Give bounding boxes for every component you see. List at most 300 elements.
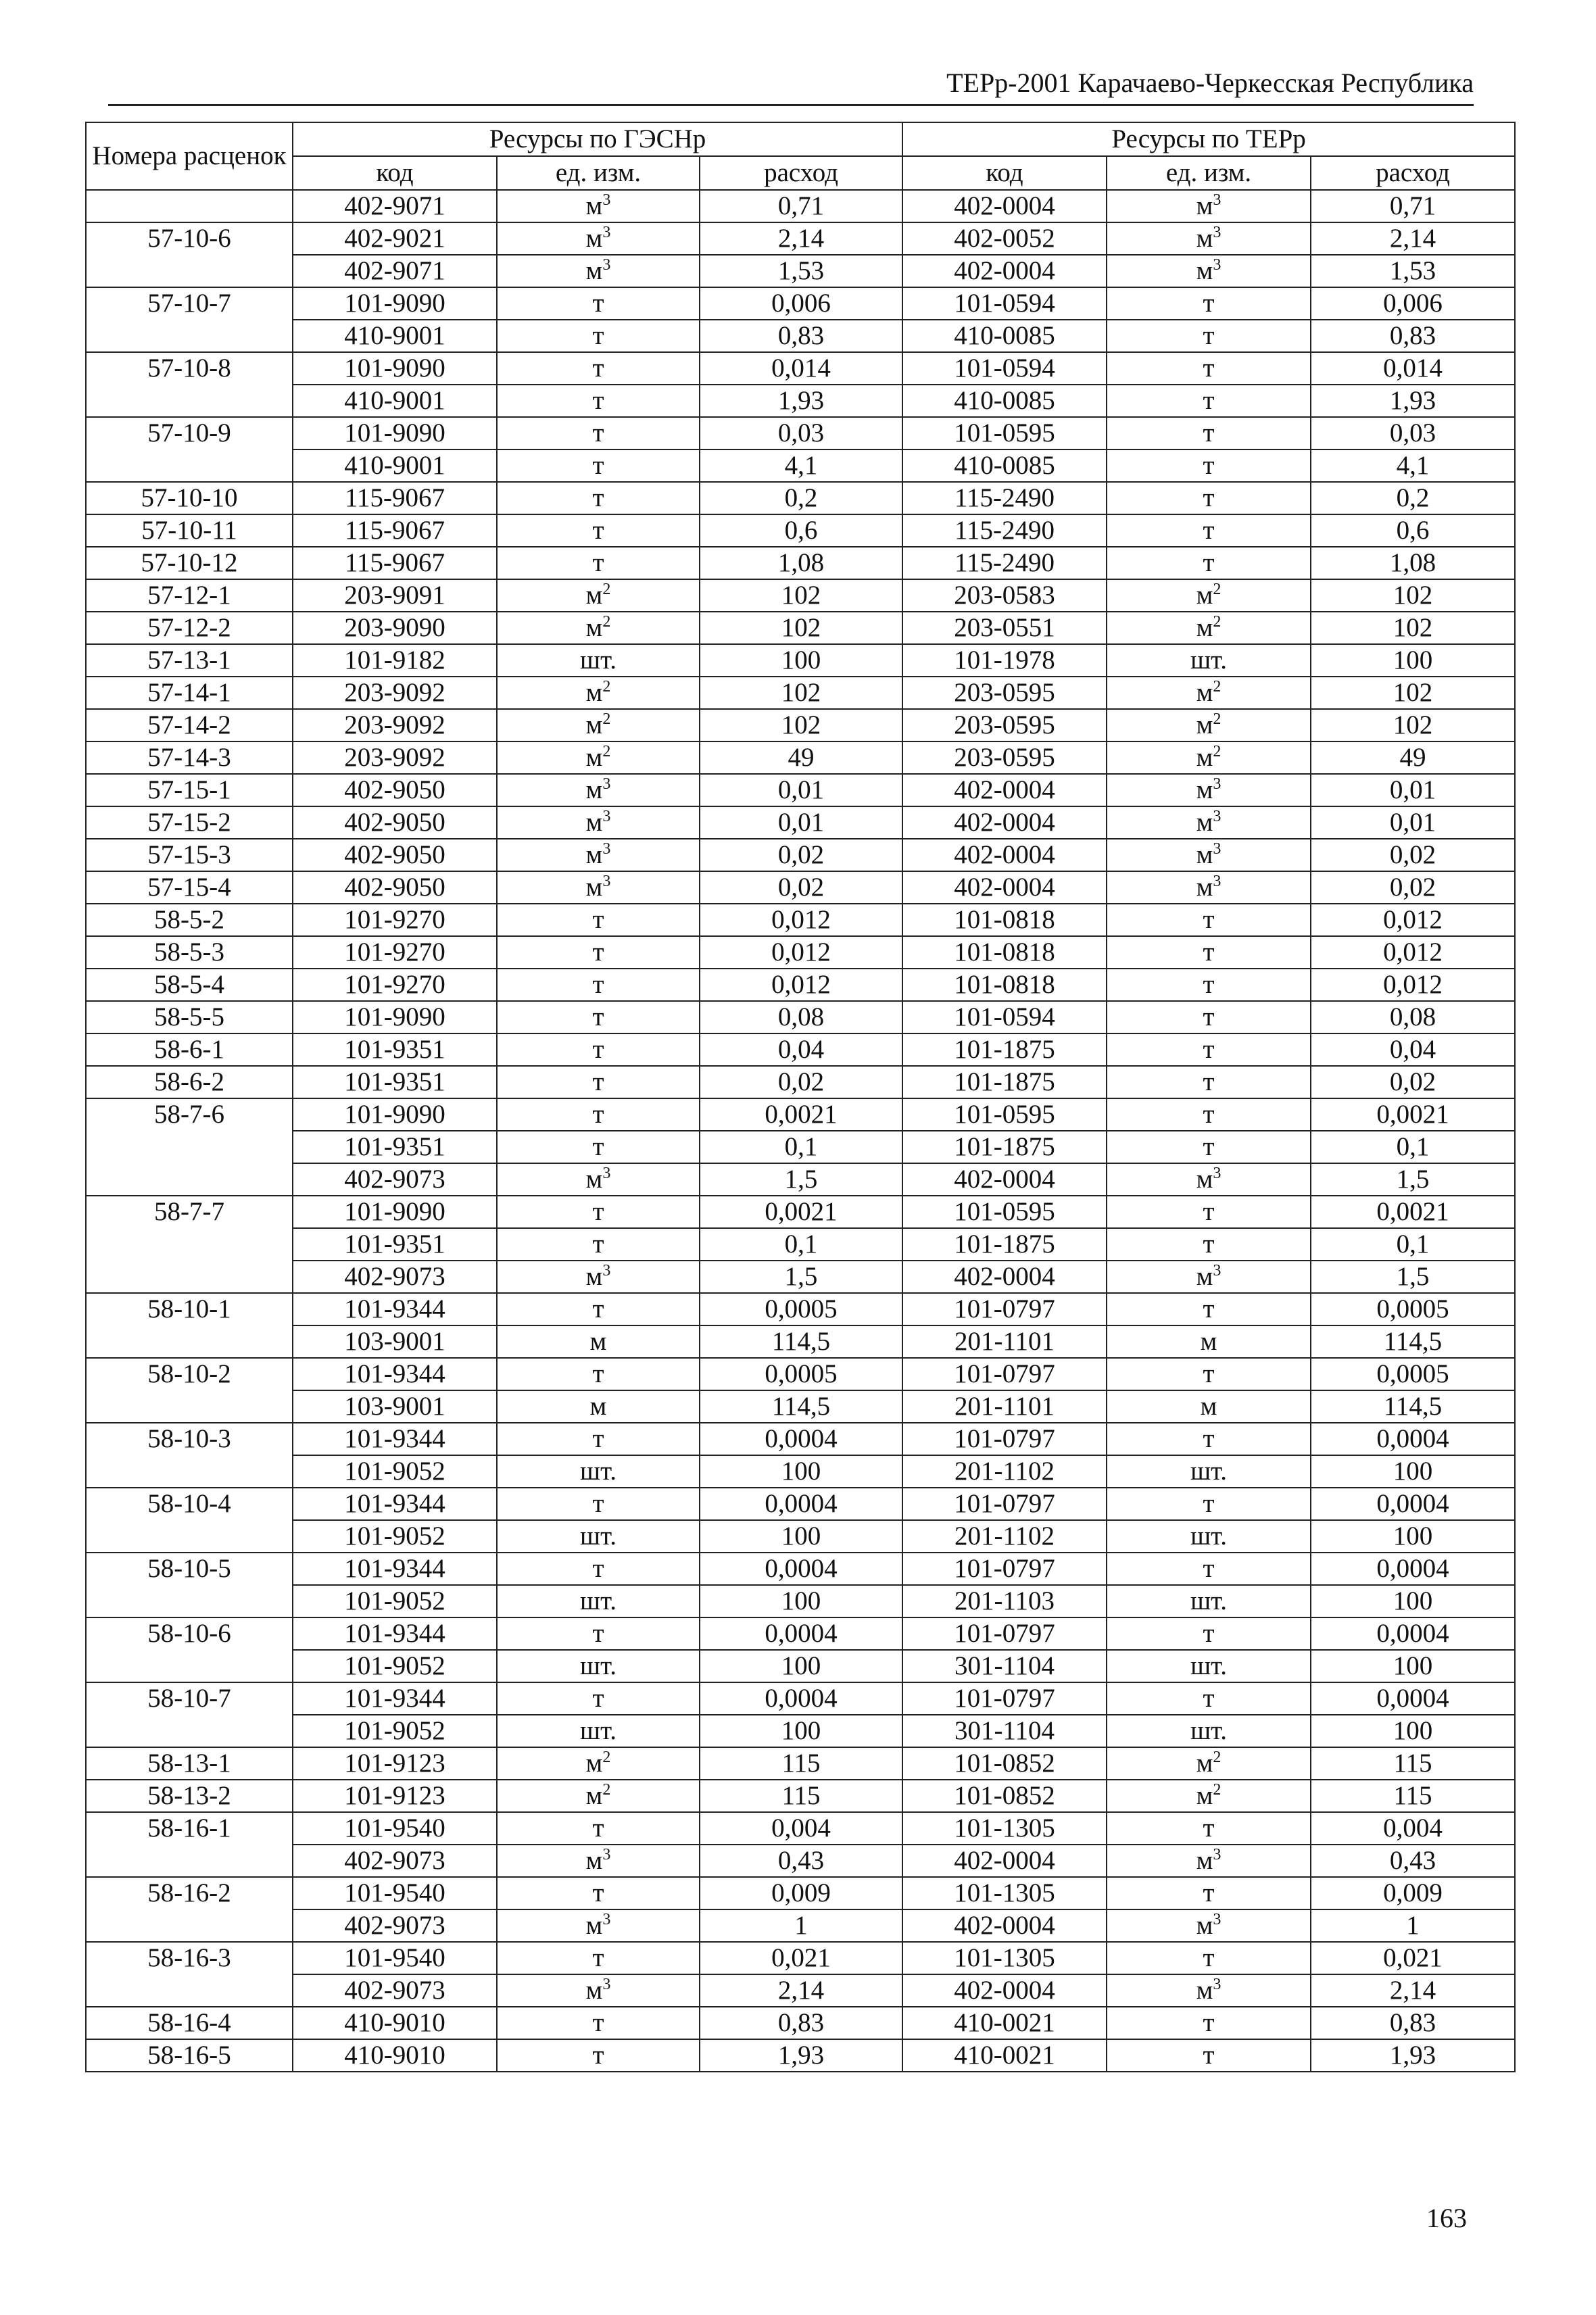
table-row <box>86 1033 1515 1066</box>
gesn-code-cell: 410-9001 <box>293 385 497 417</box>
ter-consumption-cell: 115 <box>1311 1780 1515 1812</box>
gesn-consumption-cell: 1,93 <box>700 385 902 417</box>
ter-consumption-cell: 114,5 <box>1311 1390 1515 1423</box>
gesn-unit-cell: шт. <box>497 1650 700 1682</box>
ter-unit-cell: $м^2$ <box>1107 579 1311 612</box>
gesn-code-cell: 101-9052 <box>293 1455 497 1488</box>
gesn-unit-cell: т <box>497 2039 700 2072</box>
gesn-code-cell: 402-9073 <box>293 1974 497 2007</box>
gesn-unit-cell: т <box>497 547 700 579</box>
rate-number-cell: 57-14-2 <box>86 709 293 741</box>
ter-code-cell: 402-0004 <box>902 806 1107 839</box>
ter-unit-cell: т <box>1107 1617 1311 1650</box>
gesn-code-cell: 101-9270 <box>293 936 497 969</box>
ter-code-cell: 101-0852 <box>902 1747 1107 1780</box>
ter-consumption-cell: 1,53 <box>1311 255 1515 287</box>
col-ter-unit: ед. изм. <box>1107 156 1311 190</box>
table-row <box>86 222 1515 255</box>
rate-number-cell: 57-10-11 <box>86 514 293 547</box>
gesn-consumption-cell: 0,0004 <box>700 1553 902 1585</box>
ter-code-cell: 410-0021 <box>902 2007 1107 2039</box>
gesn-unit-cell: т <box>497 417 700 449</box>
gesn-code-cell: 101-9351 <box>293 1033 497 1066</box>
gesn-code-cell: 103-9001 <box>293 1390 497 1423</box>
rate-number-cell: 57-12-2 <box>86 612 293 644</box>
ter-unit-cell: м <box>1107 1390 1311 1423</box>
ter-consumption-cell: 0,0021 <box>1311 1098 1515 1131</box>
ter-consumption-cell: 1,93 <box>1311 2039 1515 2072</box>
ter-code-cell: 402-0004 <box>902 1163 1107 1196</box>
gesn-code-cell: 402-9073 <box>293 1845 497 1877</box>
ter-unit-cell: шт. <box>1107 1585 1311 1617</box>
gesn-unit-cell: т <box>497 449 700 482</box>
table-row <box>86 1682 1515 1715</box>
gesn-code-cell: 402-9050 <box>293 871 497 904</box>
gesn-code-cell: 101-9090 <box>293 352 497 385</box>
ter-code-cell: 101-1305 <box>902 1812 1107 1845</box>
table-row <box>86 1001 1515 1033</box>
ter-unit-cell: т <box>1107 1033 1311 1066</box>
ter-consumption-cell: 0,014 <box>1311 352 1515 385</box>
gesn-consumption-cell: 4,1 <box>700 449 902 482</box>
rate-number-cell: 57-10-10 <box>86 482 293 514</box>
gesn-consumption-cell: 1,08 <box>700 547 902 579</box>
gesn-code-cell: 402-9021 <box>293 222 497 255</box>
gesn-consumption-cell: 0,04 <box>700 1033 902 1066</box>
ter-consumption-cell: 0,83 <box>1311 320 1515 352</box>
ter-unit-cell: т <box>1107 449 1311 482</box>
table-row <box>86 1909 1515 1942</box>
gesn-code-cell: 402-9073 <box>293 1909 497 1942</box>
ter-consumption-cell: 0,021 <box>1311 1942 1515 1974</box>
ter-consumption-cell: 100 <box>1311 1585 1515 1617</box>
ter-unit-cell: т <box>1107 1228 1311 1261</box>
table-row <box>86 385 1515 417</box>
gesn-consumption-cell: 0,004 <box>700 1812 902 1845</box>
ter-code-cell: 402-0004 <box>902 839 1107 871</box>
ter-code-cell: 410-0085 <box>902 449 1107 482</box>
gesn-code-cell: 410-9001 <box>293 449 497 482</box>
rate-number-cell: 58-5-4 <box>86 969 293 1001</box>
ter-code-cell: 101-1978 <box>902 644 1107 677</box>
ter-consumption-cell: 0,004 <box>1311 1812 1515 1845</box>
ter-unit-cell: $м^3$ <box>1107 1163 1311 1196</box>
ter-unit-cell: $м^3$ <box>1107 255 1311 287</box>
gesn-code-cell: 101-9540 <box>293 1877 497 1909</box>
gesn-consumption-cell: 100 <box>700 1585 902 1617</box>
gesn-consumption-cell: 114,5 <box>700 1325 902 1358</box>
gesn-unit-cell: т <box>497 1131 700 1163</box>
table-row <box>86 1715 1515 1747</box>
ter-unit-cell: т <box>1107 2007 1311 2039</box>
gesn-consumption-cell: 102 <box>700 677 902 709</box>
gesn-consumption-cell: 0,1 <box>700 1131 902 1163</box>
table-row <box>86 1390 1515 1423</box>
gesn-code-cell: 203-9092 <box>293 709 497 741</box>
rate-number-cell: 58-10-3 <box>86 1423 293 1488</box>
ter-consumption-cell: 102 <box>1311 677 1515 709</box>
gesn-code-cell: 402-9050 <box>293 806 497 839</box>
table-row <box>86 644 1515 677</box>
gesn-unit-cell: $м^2$ <box>497 1780 700 1812</box>
gesn-unit-cell: $м^3$ <box>497 1845 700 1877</box>
gesn-consumption-cell: 102 <box>700 709 902 741</box>
gesn-unit-cell: шт. <box>497 1520 700 1553</box>
ter-unit-cell: т <box>1107 547 1311 579</box>
gesn-code-cell: 203-9090 <box>293 612 497 644</box>
gesn-unit-cell: шт. <box>497 644 700 677</box>
gesn-consumption-cell: 0,03 <box>700 417 902 449</box>
ter-unit-cell: т <box>1107 1877 1311 1909</box>
gesn-code-cell: 115-9067 <box>293 482 497 514</box>
gesn-consumption-cell: 0,0005 <box>700 1293 902 1325</box>
rate-number-cell: 58-16-2 <box>86 1877 293 1942</box>
ter-unit-cell: $м^2$ <box>1107 741 1311 774</box>
table-row <box>86 1423 1515 1455</box>
gesn-consumption-cell: 0,02 <box>700 871 902 904</box>
ter-consumption-cell: 0,012 <box>1311 969 1515 1001</box>
ter-consumption-cell: 0,0005 <box>1311 1358 1515 1390</box>
table-row <box>86 1455 1515 1488</box>
ter-code-cell: 101-0595 <box>902 417 1107 449</box>
ter-consumption-cell: 0,08 <box>1311 1001 1515 1033</box>
gesn-code-cell: 101-9540 <box>293 1812 497 1845</box>
ter-unit-cell: шт. <box>1107 644 1311 677</box>
table-row <box>86 352 1515 385</box>
rate-number-cell: 58-10-7 <box>86 1682 293 1747</box>
ter-consumption-cell: 102 <box>1311 579 1515 612</box>
gesn-consumption-cell: 0,009 <box>700 1877 902 1909</box>
ter-unit-cell: т <box>1107 1488 1311 1520</box>
ter-consumption-cell: 0,02 <box>1311 1066 1515 1098</box>
table-row <box>86 1780 1515 1812</box>
ter-consumption-cell: 100 <box>1311 1650 1515 1682</box>
ter-code-cell: 203-0551 <box>902 612 1107 644</box>
gesn-code-cell: 203-9091 <box>293 579 497 612</box>
ter-consumption-cell: 0,0004 <box>1311 1423 1515 1455</box>
gesn-consumption-cell: 0,01 <box>700 774 902 806</box>
ter-code-cell: 201-1101 <box>902 1325 1107 1358</box>
ter-consumption-cell: 0,04 <box>1311 1033 1515 1066</box>
gesn-unit-cell: т <box>497 352 700 385</box>
gesn-consumption-cell: 100 <box>700 1520 902 1553</box>
ter-consumption-cell: 0,0005 <box>1311 1293 1515 1325</box>
ter-consumption-cell: 0,1 <box>1311 1228 1515 1261</box>
table-row <box>86 1131 1515 1163</box>
ter-consumption-cell: 0,01 <box>1311 774 1515 806</box>
ter-unit-cell: т <box>1107 482 1311 514</box>
rate-number-cell: 57-10-6 <box>86 222 293 287</box>
rate-number-cell <box>86 190 293 222</box>
ter-consumption-cell: 0,43 <box>1311 1845 1515 1877</box>
table-row <box>86 1585 1515 1617</box>
gesn-code-cell: 410-9001 <box>293 320 497 352</box>
rate-number-cell: 58-7-6 <box>86 1098 293 1196</box>
ter-consumption-cell: 1,93 <box>1311 385 1515 417</box>
gesn-consumption-cell: 0,08 <box>700 1001 902 1033</box>
ter-code-cell: 402-0004 <box>902 1845 1107 1877</box>
rate-number-cell: 57-10-7 <box>86 287 293 352</box>
gesn-code-cell: 101-9270 <box>293 904 497 936</box>
gesn-consumption-cell: 0,71 <box>700 190 902 222</box>
rate-number-cell: 57-15-2 <box>86 806 293 839</box>
gesn-code-cell: 101-9344 <box>293 1358 497 1390</box>
gesn-code-cell: 101-9052 <box>293 1650 497 1682</box>
rate-number-cell: 58-5-5 <box>86 1001 293 1033</box>
rate-number-cell: 58-5-3 <box>86 936 293 969</box>
ter-unit-cell: т <box>1107 1812 1311 1845</box>
gesn-unit-cell: $м^3$ <box>497 255 700 287</box>
table-row <box>86 1358 1515 1390</box>
gesn-unit-cell: $м^3$ <box>497 190 700 222</box>
ter-code-cell: 410-0085 <box>902 320 1107 352</box>
gesn-code-cell: 101-9123 <box>293 1747 497 1780</box>
rate-number-cell: 58-16-5 <box>86 2039 293 2072</box>
rate-number-cell: 57-10-12 <box>86 547 293 579</box>
gesn-unit-cell: т <box>497 1098 700 1131</box>
ter-consumption-cell: 0,2 <box>1311 482 1515 514</box>
ter-consumption-cell: 2,14 <box>1311 222 1515 255</box>
ter-code-cell: 301-1104 <box>902 1650 1107 1682</box>
ter-code-cell: 101-0797 <box>902 1682 1107 1715</box>
gesn-consumption-cell: 0,83 <box>700 320 902 352</box>
rate-number-cell: 58-13-1 <box>86 1747 293 1780</box>
ter-unit-cell: т <box>1107 1001 1311 1033</box>
gesn-code-cell: 115-9067 <box>293 547 497 579</box>
table-row <box>86 2007 1515 2039</box>
gesn-consumption-cell: 0,012 <box>700 904 902 936</box>
ter-unit-cell: $м^3$ <box>1107 190 1311 222</box>
gesn-code-cell: 101-9344 <box>293 1488 497 1520</box>
ter-consumption-cell: 1,5 <box>1311 1261 1515 1293</box>
ter-code-cell: 101-1875 <box>902 1033 1107 1066</box>
ter-unit-cell: $м^2$ <box>1107 1747 1311 1780</box>
rate-number-cell: 57-14-1 <box>86 677 293 709</box>
ter-consumption-cell: 0,02 <box>1311 839 1515 871</box>
gesn-unit-cell: м <box>497 1325 700 1358</box>
gesn-consumption-cell: 0,021 <box>700 1942 902 1974</box>
rate-number-cell: 57-15-4 <box>86 871 293 904</box>
gesn-unit-cell: т <box>497 936 700 969</box>
gesn-code-cell: 101-9351 <box>293 1066 497 1098</box>
ter-consumption-cell: 2,14 <box>1311 1974 1515 2007</box>
ter-code-cell: 101-1305 <box>902 1877 1107 1909</box>
gesn-consumption-cell: 1,93 <box>700 2039 902 2072</box>
gesn-code-cell: 101-9052 <box>293 1520 497 1553</box>
ter-code-cell: 410-0085 <box>902 385 1107 417</box>
gesn-code-cell: 402-9050 <box>293 839 497 871</box>
ter-consumption-cell: 102 <box>1311 709 1515 741</box>
col-rate-numbers: Номера расценок <box>86 122 293 190</box>
ter-consumption-cell: 0,71 <box>1311 190 1515 222</box>
gesn-consumption-cell: 0,0004 <box>700 1617 902 1650</box>
ter-code-cell: 203-0595 <box>902 741 1107 774</box>
ter-code-cell: 410-0021 <box>902 2039 1107 2072</box>
ter-code-cell: 115-2490 <box>902 514 1107 547</box>
gesn-consumption-cell: 1,53 <box>700 255 902 287</box>
ter-unit-cell: т <box>1107 1066 1311 1098</box>
ter-unit-cell: т <box>1107 1942 1311 1974</box>
table-row <box>86 1747 1515 1780</box>
gesn-consumption-cell: 102 <box>700 579 902 612</box>
ter-unit-cell: т <box>1107 287 1311 320</box>
gesn-unit-cell: т <box>497 2007 700 2039</box>
gesn-unit-cell: $м^2$ <box>497 709 700 741</box>
ter-code-cell: 201-1101 <box>902 1390 1107 1423</box>
ter-consumption-cell: 115 <box>1311 1747 1515 1780</box>
gesn-consumption-cell: 1,5 <box>700 1261 902 1293</box>
ter-unit-cell: т <box>1107 1196 1311 1228</box>
gesn-consumption-cell: 0,02 <box>700 839 902 871</box>
gesn-unit-cell: $м^2$ <box>497 741 700 774</box>
gesn-consumption-cell: 0,0021 <box>700 1098 902 1131</box>
page-header <box>108 62 1474 106</box>
ter-code-cell: 101-1875 <box>902 1131 1107 1163</box>
ter-consumption-cell: 0,0004 <box>1311 1553 1515 1585</box>
gesn-unit-cell: $м^3$ <box>497 774 700 806</box>
gesn-code-cell: 115-9067 <box>293 514 497 547</box>
table-row <box>86 579 1515 612</box>
rate-number-cell: 58-10-6 <box>86 1617 293 1682</box>
gesn-code-cell: 101-9344 <box>293 1553 497 1585</box>
gesn-consumption-cell: 0,01 <box>700 806 902 839</box>
rate-number-cell: 57-10-9 <box>86 417 293 482</box>
table-row <box>86 904 1515 936</box>
ter-code-cell: 201-1102 <box>902 1455 1107 1488</box>
ter-consumption-cell: 0,012 <box>1311 936 1515 969</box>
ter-unit-cell: т <box>1107 1131 1311 1163</box>
rate-number-cell: 57-14-3 <box>86 741 293 774</box>
rate-number-cell: 58-16-1 <box>86 1812 293 1877</box>
ter-consumption-cell: 0,0021 <box>1311 1196 1515 1228</box>
col-gesn-unit: ед. изм. <box>497 156 700 190</box>
gesn-unit-cell: $м^2$ <box>497 612 700 644</box>
ter-unit-cell: т <box>1107 969 1311 1001</box>
gesn-unit-cell: т <box>497 1812 700 1845</box>
ter-code-cell: 101-0818 <box>902 969 1107 1001</box>
gesn-code-cell: 203-9092 <box>293 677 497 709</box>
ter-unit-cell: шт. <box>1107 1455 1311 1488</box>
ter-unit-cell: $м^3$ <box>1107 1845 1311 1877</box>
gesn-unit-cell: $м^3$ <box>497 1909 700 1942</box>
ter-code-cell: 115-2490 <box>902 547 1107 579</box>
gesn-consumption-cell: 0,1 <box>700 1228 902 1261</box>
gesn-unit-cell: шт. <box>497 1455 700 1488</box>
gesn-code-cell: 101-9090 <box>293 1098 497 1131</box>
table-row <box>86 1488 1515 1520</box>
rate-number-cell: 58-6-2 <box>86 1066 293 1098</box>
gesn-code-cell: 101-9351 <box>293 1131 497 1163</box>
header-row-columns <box>86 156 1515 190</box>
ter-code-cell: 101-0797 <box>902 1553 1107 1585</box>
col-ter-consumption: расход <box>1311 156 1515 190</box>
gesn-unit-cell: $м^2$ <box>497 1747 700 1780</box>
ter-consumption-cell: 0,0004 <box>1311 1682 1515 1715</box>
rate-number-cell: 58-16-3 <box>86 1942 293 2007</box>
gesn-code-cell: 101-9344 <box>293 1617 497 1650</box>
ter-code-cell: 402-0004 <box>902 1261 1107 1293</box>
ter-consumption-cell: 4,1 <box>1311 449 1515 482</box>
gesn-code-cell: 101-9090 <box>293 1001 497 1033</box>
gesn-unit-cell: т <box>497 514 700 547</box>
gesn-consumption-cell: 0,0004 <box>700 1682 902 1715</box>
gesn-consumption-cell: 0,6 <box>700 514 902 547</box>
gesn-code-cell: 101-9351 <box>293 1228 497 1261</box>
table-row <box>86 2039 1515 2072</box>
gesn-consumption-cell: 100 <box>700 1455 902 1488</box>
resources-table <box>85 122 1516 2072</box>
ter-unit-cell: т <box>1107 1358 1311 1390</box>
ter-consumption-cell: 100 <box>1311 1520 1515 1553</box>
gesn-consumption-cell: 100 <box>700 1715 902 1747</box>
ter-code-cell: 201-1102 <box>902 1520 1107 1553</box>
ter-unit-cell: т <box>1107 1553 1311 1585</box>
ter-unit-cell: $м^3$ <box>1107 871 1311 904</box>
ter-consumption-cell: 49 <box>1311 741 1515 774</box>
gesn-unit-cell: м <box>497 1390 700 1423</box>
table-header <box>86 122 1515 190</box>
ter-consumption-cell: 0,009 <box>1311 1877 1515 1909</box>
gesn-code-cell: 101-9052 <box>293 1715 497 1747</box>
table-row <box>86 612 1515 644</box>
gesn-unit-cell: $м^2$ <box>497 579 700 612</box>
gesn-unit-cell: т <box>497 1877 700 1909</box>
ter-code-cell: 402-0004 <box>902 871 1107 904</box>
ter-unit-cell: шт. <box>1107 1715 1311 1747</box>
table-row <box>86 514 1515 547</box>
gesn-consumption-cell: 0,02 <box>700 1066 902 1098</box>
ter-consumption-cell: 0,83 <box>1311 2007 1515 2039</box>
gesn-unit-cell: $м^3$ <box>497 806 700 839</box>
gesn-unit-cell: т <box>497 1682 700 1715</box>
table-row <box>86 190 1515 222</box>
gesn-code-cell: 402-9073 <box>293 1163 497 1196</box>
gesn-consumption-cell: 1,5 <box>700 1163 902 1196</box>
rate-number-cell: 58-10-1 <box>86 1293 293 1358</box>
table-row <box>86 482 1515 514</box>
ter-consumption-cell: 0,012 <box>1311 904 1515 936</box>
gesn-consumption-cell: 115 <box>700 1780 902 1812</box>
gesn-unit-cell: т <box>497 482 700 514</box>
gesn-consumption-cell: 1 <box>700 1909 902 1942</box>
ter-unit-cell: т <box>1107 320 1311 352</box>
ter-unit-cell: $м^3$ <box>1107 806 1311 839</box>
gesn-code-cell: 410-9010 <box>293 2007 497 2039</box>
table-row <box>86 1974 1515 2007</box>
gesn-code-cell: 101-9052 <box>293 1585 497 1617</box>
col-group-ter: Ресурсы по ТЕРр <box>902 122 1515 156</box>
ter-code-cell: 101-0797 <box>902 1358 1107 1390</box>
table-row <box>86 1520 1515 1553</box>
ter-consumption-cell: 100 <box>1311 1455 1515 1488</box>
rate-number-cell: 57-13-1 <box>86 644 293 677</box>
rate-number-cell: 58-7-7 <box>86 1196 293 1293</box>
table-row <box>86 1163 1515 1196</box>
gesn-code-cell: 402-9071 <box>293 255 497 287</box>
ter-code-cell: 201-1103 <box>902 1585 1107 1617</box>
ter-consumption-cell: 0,0004 <box>1311 1617 1515 1650</box>
ter-code-cell: 101-0595 <box>902 1098 1107 1131</box>
ter-consumption-cell: 0,03 <box>1311 417 1515 449</box>
ter-code-cell: 402-0004 <box>902 190 1107 222</box>
gesn-code-cell: 410-9010 <box>293 2039 497 2072</box>
gesn-unit-cell: $м^3$ <box>497 1261 700 1293</box>
gesn-code-cell: 203-9092 <box>293 741 497 774</box>
table-row <box>86 255 1515 287</box>
ter-unit-cell: т <box>1107 1682 1311 1715</box>
table-row <box>86 287 1515 320</box>
gesn-unit-cell: $м^3$ <box>497 222 700 255</box>
